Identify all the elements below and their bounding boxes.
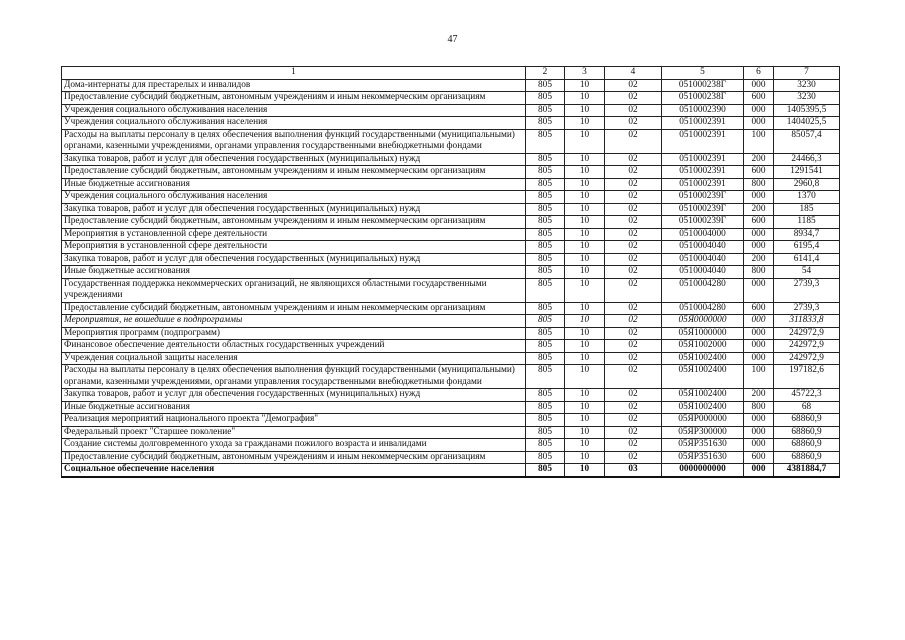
ministry-code-cell: 805 bbox=[526, 352, 565, 365]
amount-cell: 197182,6 bbox=[774, 365, 840, 389]
section-code-cell: 10 bbox=[565, 228, 605, 241]
table-row bbox=[62, 365, 840, 389]
ministry-code-cell: 805 bbox=[526, 401, 565, 414]
amount-cell: 8934,7 bbox=[774, 228, 840, 241]
item-name-cell: Учреждения социального обслуживания населения bbox=[62, 117, 526, 130]
expense-type-cell: 600 bbox=[744, 216, 774, 229]
amount-cell: 1405395,5 bbox=[774, 104, 840, 117]
expense-type-cell: 000 bbox=[744, 228, 774, 241]
item-name-cell: Мероприятия в установленной сфере деятельности bbox=[62, 241, 526, 254]
table-row bbox=[62, 464, 840, 477]
table-row bbox=[62, 79, 840, 92]
target-article-cell: 05Я1000000 bbox=[662, 327, 744, 340]
amount-cell: 3230 bbox=[774, 79, 840, 92]
target-article-cell: 0510004040 bbox=[662, 241, 744, 254]
ministry-code-cell: 805 bbox=[526, 278, 565, 302]
amount-cell: 242972,9 bbox=[774, 352, 840, 365]
target-article-cell: 051000239Г bbox=[662, 203, 744, 216]
expense-type-cell: 800 bbox=[744, 178, 774, 191]
expense-type-cell: 200 bbox=[744, 389, 774, 402]
item-name-cell: Учреждения социальной защиты населения bbox=[62, 352, 526, 365]
target-article-cell: 0510004280 bbox=[662, 302, 744, 315]
subsection-code-cell: 02 bbox=[605, 315, 662, 328]
subsection-code-cell: 02 bbox=[605, 166, 662, 179]
section-code-cell: 10 bbox=[565, 117, 605, 130]
subsection-code-cell: 02 bbox=[605, 278, 662, 302]
table-header-row bbox=[62, 67, 840, 80]
ministry-code-cell: 805 bbox=[526, 451, 565, 464]
item-name-cell: Расходы на выплаты персоналу в целях обеспечения выполнения функций государственными (муниципальными) органами, казенными учреждениями, органами управления государственными внебюджетными фондами bbox=[62, 365, 526, 389]
subsection-code-cell: 02 bbox=[605, 153, 662, 166]
section-code-cell: 10 bbox=[565, 79, 605, 92]
item-name-cell: Закупка товаров, работ и услуг для обеспечения государственных (муниципальных) нужд bbox=[62, 203, 526, 216]
ministry-code-cell: 805 bbox=[526, 203, 565, 216]
item-name-cell: Мероприятия, не вошедшие в подпрограммы bbox=[62, 315, 526, 328]
expense-type-cell: 000 bbox=[744, 464, 774, 477]
table-row bbox=[62, 426, 840, 439]
expense-type-cell: 000 bbox=[744, 104, 774, 117]
item-name-cell: Предоставление субсидий бюджетным, автономным учреждениям и иным некоммерческим организациям bbox=[62, 216, 526, 229]
table-row bbox=[62, 166, 840, 179]
amount-cell: 4381884,7 bbox=[774, 464, 840, 477]
section-code-cell: 10 bbox=[565, 439, 605, 452]
target-article-cell: 0510002391 bbox=[662, 129, 744, 153]
target-article-cell: 05Я1002400 bbox=[662, 352, 744, 365]
amount-cell: 2739,3 bbox=[774, 278, 840, 302]
budget-table bbox=[61, 66, 840, 478]
table-row bbox=[62, 92, 840, 105]
table-row bbox=[62, 178, 840, 191]
subsection-code-cell: 02 bbox=[605, 327, 662, 340]
expense-type-cell: 000 bbox=[744, 191, 774, 204]
ministry-code-cell: 805 bbox=[526, 191, 565, 204]
column-header: 5 bbox=[662, 67, 744, 80]
section-code-cell: 10 bbox=[565, 191, 605, 204]
section-code-cell: 10 bbox=[565, 414, 605, 427]
ministry-code-cell: 805 bbox=[526, 92, 565, 105]
item-name-cell: Предоставление субсидий бюджетным, автономным учреждениям и иным некоммерческим организациям bbox=[62, 302, 526, 315]
amount-cell: 1185 bbox=[774, 216, 840, 229]
ministry-code-cell: 805 bbox=[526, 266, 565, 279]
section-code-cell: 10 bbox=[565, 389, 605, 402]
amount-cell: 45722,3 bbox=[774, 389, 840, 402]
subsection-code-cell: 02 bbox=[605, 104, 662, 117]
amount-cell: 6195,4 bbox=[774, 241, 840, 254]
target-article-cell: 05Я1002000 bbox=[662, 340, 744, 353]
expense-type-cell: 000 bbox=[744, 117, 774, 130]
subsection-code-cell: 02 bbox=[605, 266, 662, 279]
subsection-code-cell: 03 bbox=[605, 464, 662, 477]
item-name-cell: Мероприятия в установленной сфере деятельности bbox=[62, 228, 526, 241]
expense-type-cell: 100 bbox=[744, 129, 774, 153]
table-row bbox=[62, 352, 840, 365]
section-code-cell: 10 bbox=[565, 327, 605, 340]
table-row bbox=[62, 414, 840, 427]
amount-cell: 185 bbox=[774, 203, 840, 216]
amount-cell: 1291541 bbox=[774, 166, 840, 179]
table-row bbox=[62, 228, 840, 241]
expense-type-cell: 000 bbox=[744, 315, 774, 328]
subsection-code-cell: 02 bbox=[605, 389, 662, 402]
expense-type-cell: 000 bbox=[744, 340, 774, 353]
subsection-code-cell: 02 bbox=[605, 178, 662, 191]
target-article-cell: 0510004280 bbox=[662, 278, 744, 302]
section-code-cell: 10 bbox=[565, 340, 605, 353]
subsection-code-cell: 02 bbox=[605, 129, 662, 153]
expense-type-cell: 000 bbox=[744, 327, 774, 340]
target-article-cell: 05ЯР300000 bbox=[662, 426, 744, 439]
item-name-cell: Финансовое обеспечение деятельности областных государственных учреждений bbox=[62, 340, 526, 353]
column-header: 3 bbox=[565, 67, 605, 80]
table-row bbox=[62, 451, 840, 464]
item-name-cell: Мероприятия программ (подпрограмм) bbox=[62, 327, 526, 340]
subsection-code-cell: 02 bbox=[605, 216, 662, 229]
section-code-cell: 10 bbox=[565, 315, 605, 328]
item-name-cell: Закупка товаров, работ и услуг для обеспечения государственных (муниципальных) нужд bbox=[62, 389, 526, 402]
ministry-code-cell: 805 bbox=[526, 464, 565, 477]
ministry-code-cell: 805 bbox=[526, 340, 565, 353]
item-name-cell: Социальное обеспечение населения bbox=[62, 464, 526, 477]
subsection-code-cell: 02 bbox=[605, 401, 662, 414]
item-name-cell: Реализация мероприятий национального проекта "Демография" bbox=[62, 414, 526, 427]
ministry-code-cell: 805 bbox=[526, 253, 565, 266]
expense-type-cell: 200 bbox=[744, 153, 774, 166]
item-name-cell: Предоставление субсидий бюджетным, автономным учреждениям и иным некоммерческим организациям bbox=[62, 92, 526, 105]
item-name-cell: Иные бюджетные ассигнования bbox=[62, 178, 526, 191]
target-article-cell: 0510002391 bbox=[662, 117, 744, 130]
table-row bbox=[62, 327, 840, 340]
ministry-code-cell: 805 bbox=[526, 389, 565, 402]
table-row bbox=[62, 191, 840, 204]
target-article-cell: 0510002390 bbox=[662, 104, 744, 117]
target-article-cell: 05ЯР351630 bbox=[662, 451, 744, 464]
subsection-code-cell: 02 bbox=[605, 352, 662, 365]
section-code-cell: 10 bbox=[565, 266, 605, 279]
item-name-cell: Предоставление субсидий бюджетным, автономным учреждениям и иным некоммерческим организациям bbox=[62, 166, 526, 179]
section-code-cell: 10 bbox=[565, 104, 605, 117]
table-row bbox=[62, 302, 840, 315]
item-name-cell: Федеральный проект "Старшее поколение" bbox=[62, 426, 526, 439]
column-header: 1 bbox=[62, 67, 526, 80]
expense-type-cell: 200 bbox=[744, 203, 774, 216]
item-name-cell: Предоставление субсидий бюджетным, автономным учреждениям и иным некоммерческим организациям bbox=[62, 451, 526, 464]
expense-type-cell: 800 bbox=[744, 401, 774, 414]
column-header: 4 bbox=[605, 67, 662, 80]
ministry-code-cell: 805 bbox=[526, 327, 565, 340]
section-code-cell: 10 bbox=[565, 253, 605, 266]
ministry-code-cell: 805 bbox=[526, 166, 565, 179]
amount-cell: 242972,9 bbox=[774, 327, 840, 340]
target-article-cell: 05Я1002400 bbox=[662, 389, 744, 402]
table-row bbox=[62, 129, 840, 153]
subsection-code-cell: 02 bbox=[605, 451, 662, 464]
section-code-cell: 10 bbox=[565, 365, 605, 389]
subsection-code-cell: 02 bbox=[605, 203, 662, 216]
expense-type-cell: 100 bbox=[744, 365, 774, 389]
section-code-cell: 10 bbox=[565, 92, 605, 105]
amount-cell: 54 bbox=[774, 266, 840, 279]
page-number: 47 bbox=[447, 34, 458, 45]
item-name-cell: Дома-интернаты для престарелых и инвалидов bbox=[62, 79, 526, 92]
section-code-cell: 10 bbox=[565, 401, 605, 414]
amount-cell: 2960,8 bbox=[774, 178, 840, 191]
section-code-cell: 10 bbox=[565, 166, 605, 179]
subsection-code-cell: 02 bbox=[605, 117, 662, 130]
section-code-cell: 10 bbox=[565, 153, 605, 166]
section-code-cell: 10 bbox=[565, 178, 605, 191]
table-row bbox=[62, 401, 840, 414]
target-article-cell: 0510002391 bbox=[662, 153, 744, 166]
ministry-code-cell: 805 bbox=[526, 216, 565, 229]
subsection-code-cell: 02 bbox=[605, 426, 662, 439]
target-article-cell: 05Я1002400 bbox=[662, 365, 744, 389]
ministry-code-cell: 805 bbox=[526, 178, 565, 191]
amount-cell: 24466,3 bbox=[774, 153, 840, 166]
ministry-code-cell: 805 bbox=[526, 117, 565, 130]
target-article-cell: 0510004000 bbox=[662, 228, 744, 241]
item-name-cell: Учреждения социального обслуживания населения bbox=[62, 191, 526, 204]
subsection-code-cell: 02 bbox=[605, 302, 662, 315]
expense-type-cell: 600 bbox=[744, 92, 774, 105]
section-code-cell: 10 bbox=[565, 451, 605, 464]
item-name-cell: Закупка товаров, работ и услуг для обеспечения государственных (муниципальных) нужд bbox=[62, 153, 526, 166]
table-row bbox=[62, 253, 840, 266]
expense-type-cell: 000 bbox=[744, 241, 774, 254]
amount-cell: 68860,9 bbox=[774, 439, 840, 452]
amount-cell: 68 bbox=[774, 401, 840, 414]
ministry-code-cell: 805 bbox=[526, 302, 565, 315]
subsection-code-cell: 02 bbox=[605, 365, 662, 389]
table-row bbox=[62, 266, 840, 279]
target-article-cell: 05ЯР000000 bbox=[662, 414, 744, 427]
subsection-code-cell: 02 bbox=[605, 241, 662, 254]
amount-cell: 6141,4 bbox=[774, 253, 840, 266]
expense-type-cell: 000 bbox=[744, 278, 774, 302]
subsection-code-cell: 02 bbox=[605, 92, 662, 105]
target-article-cell: 051000239Г bbox=[662, 216, 744, 229]
expense-type-cell: 000 bbox=[744, 79, 774, 92]
expense-type-cell: 600 bbox=[744, 451, 774, 464]
amount-cell: 68860,9 bbox=[774, 451, 840, 464]
column-header: 7 bbox=[774, 67, 840, 80]
table-row bbox=[62, 153, 840, 166]
section-code-cell: 10 bbox=[565, 426, 605, 439]
section-code-cell: 10 bbox=[565, 278, 605, 302]
item-name-cell: Создание системы долговременного ухода за гражданами пожилого возраста и инвалидами bbox=[62, 439, 526, 452]
target-article-cell: 0510004040 bbox=[662, 253, 744, 266]
ministry-code-cell: 805 bbox=[526, 104, 565, 117]
subsection-code-cell: 02 bbox=[605, 340, 662, 353]
expense-type-cell: 000 bbox=[744, 352, 774, 365]
expense-type-cell: 200 bbox=[744, 253, 774, 266]
ministry-code-cell: 805 bbox=[526, 153, 565, 166]
item-name-cell: Закупка товаров, работ и услуг для обеспечения государственных (муниципальных) нужд bbox=[62, 253, 526, 266]
expense-type-cell: 800 bbox=[744, 266, 774, 279]
column-header: 6 bbox=[744, 67, 774, 80]
amount-cell: 68860,9 bbox=[774, 426, 840, 439]
section-code-cell: 10 bbox=[565, 203, 605, 216]
table-row bbox=[62, 117, 840, 130]
table-row bbox=[62, 203, 840, 216]
table-row bbox=[62, 104, 840, 117]
item-name-cell: Расходы на выплаты персоналу в целях обеспечения выполнения функций государственными (муниципальными) органами, казенными учреждениями, органами управления государственными внебюджетными фондами bbox=[62, 129, 526, 153]
section-code-cell: 10 bbox=[565, 352, 605, 365]
ministry-code-cell: 805 bbox=[526, 414, 565, 427]
table-row bbox=[62, 439, 840, 452]
target-article-cell: 051000238Г bbox=[662, 92, 744, 105]
target-article-cell: 05ЯР351630 bbox=[662, 439, 744, 452]
subsection-code-cell: 02 bbox=[605, 191, 662, 204]
ministry-code-cell: 805 bbox=[526, 426, 565, 439]
section-code-cell: 10 bbox=[565, 129, 605, 153]
ministry-code-cell: 805 bbox=[526, 228, 565, 241]
subsection-code-cell: 02 bbox=[605, 228, 662, 241]
target-article-cell: 0510002391 bbox=[662, 166, 744, 179]
item-name-cell: Иные бюджетные ассигнования bbox=[62, 266, 526, 279]
column-header: 2 bbox=[526, 67, 565, 80]
expense-type-cell: 000 bbox=[744, 414, 774, 427]
ministry-code-cell: 805 bbox=[526, 439, 565, 452]
ministry-code-cell: 805 bbox=[526, 241, 565, 254]
table-row bbox=[62, 216, 840, 229]
table-row bbox=[62, 340, 840, 353]
amount-cell: 68860,9 bbox=[774, 414, 840, 427]
item-name-cell: Иные бюджетные ассигнования bbox=[62, 401, 526, 414]
item-name-cell: Государственная поддержка некоммерческих организаций, не являющихся областными государственными учреждениями bbox=[62, 278, 526, 302]
ministry-code-cell: 805 bbox=[526, 79, 565, 92]
table-row bbox=[62, 315, 840, 328]
section-code-cell: 10 bbox=[565, 464, 605, 477]
subsection-code-cell: 02 bbox=[605, 79, 662, 92]
expense-type-cell: 000 bbox=[744, 426, 774, 439]
subsection-code-cell: 02 bbox=[605, 253, 662, 266]
amount-cell: 1370 bbox=[774, 191, 840, 204]
table-row bbox=[62, 278, 840, 302]
subsection-code-cell: 02 bbox=[605, 414, 662, 427]
amount-cell: 1404025,5 bbox=[774, 117, 840, 130]
amount-cell: 242972,9 bbox=[774, 340, 840, 353]
section-code-cell: 10 bbox=[565, 241, 605, 254]
amount-cell: 2739,3 bbox=[774, 302, 840, 315]
amount-cell: 311833,8 bbox=[774, 315, 840, 328]
ministry-code-cell: 805 bbox=[526, 315, 565, 328]
ministry-code-cell: 805 bbox=[526, 129, 565, 153]
target-article-cell: 05Я1002400 bbox=[662, 401, 744, 414]
subsection-code-cell: 02 bbox=[605, 439, 662, 452]
target-article-cell: 0000000000 bbox=[662, 464, 744, 477]
target-article-cell: 05Я0000000 bbox=[662, 315, 744, 328]
target-article-cell: 0510004040 bbox=[662, 266, 744, 279]
target-article-cell: 051000238Г bbox=[662, 79, 744, 92]
expense-type-cell: 600 bbox=[744, 302, 774, 315]
section-code-cell: 10 bbox=[565, 302, 605, 315]
target-article-cell: 0510002391 bbox=[662, 178, 744, 191]
expense-type-cell: 000 bbox=[744, 439, 774, 452]
section-code-cell: 10 bbox=[565, 216, 605, 229]
amount-cell: 3230 bbox=[774, 92, 840, 105]
item-name-cell: Учреждения социального обслуживания населения bbox=[62, 104, 526, 117]
table-row bbox=[62, 389, 840, 402]
table-row bbox=[62, 241, 840, 254]
ministry-code-cell: 805 bbox=[526, 365, 565, 389]
amount-cell: 85057,4 bbox=[774, 129, 840, 153]
target-article-cell: 051000239Г bbox=[662, 191, 744, 204]
expense-type-cell: 600 bbox=[744, 166, 774, 179]
